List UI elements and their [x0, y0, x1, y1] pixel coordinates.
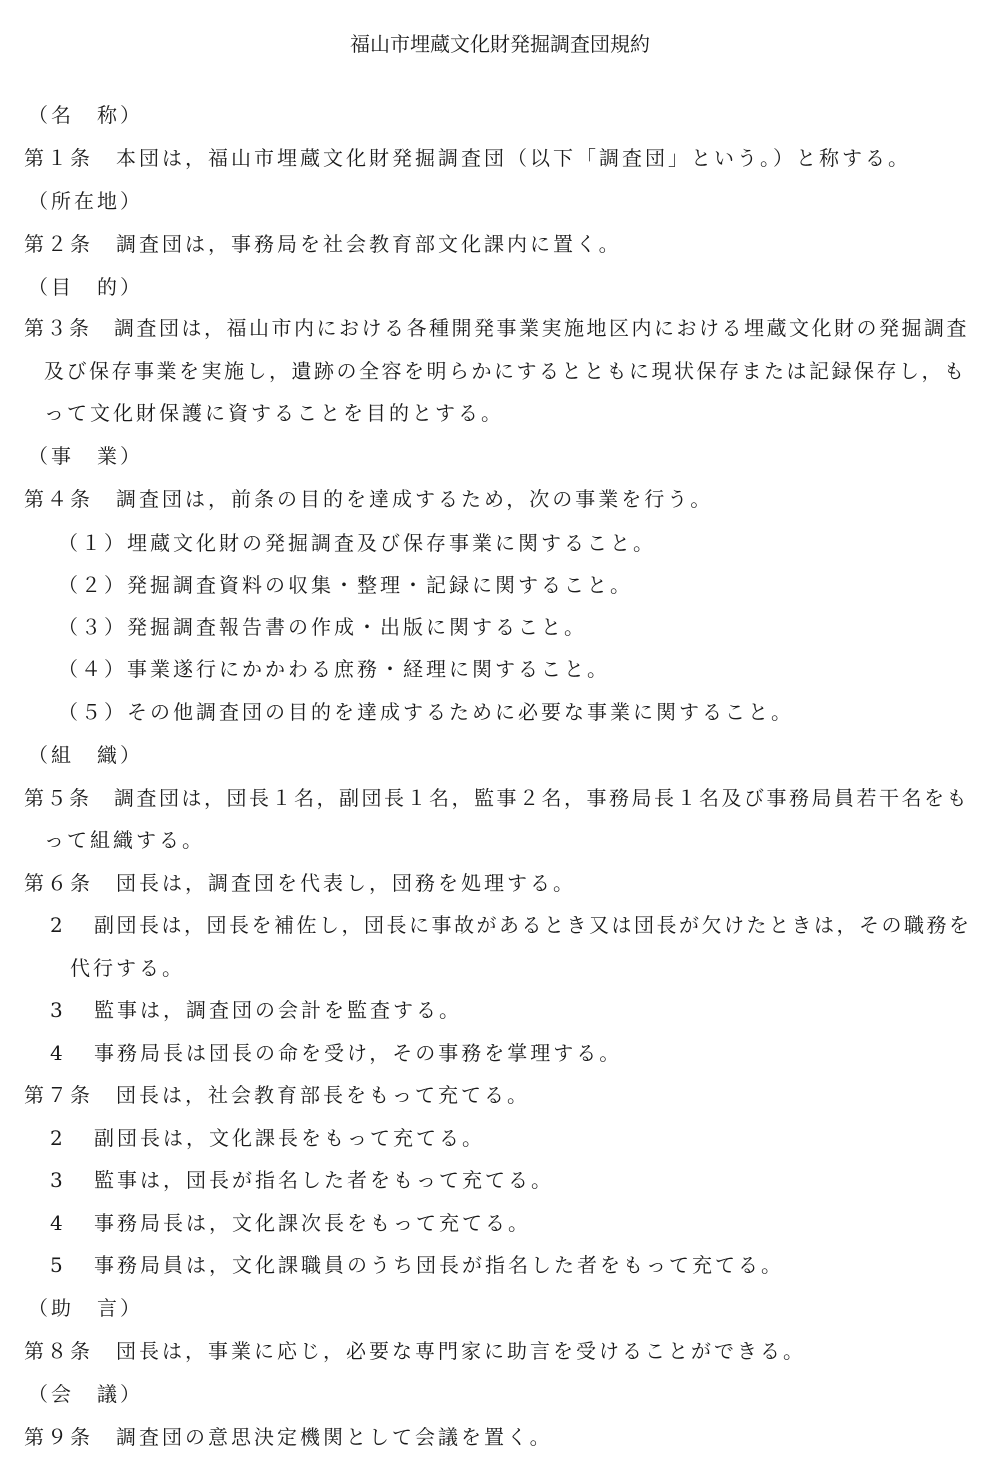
article-3-line-3: って文化財保護に資することを目的とする。 [44, 401, 504, 425]
paragraph-number: 4 [50, 1041, 66, 1065]
section-heading: （所在地） [28, 189, 143, 213]
document-title: 福山市埋蔵文化財発掘調査団規約 [350, 32, 650, 56]
section-heading: （助 言） [28, 1296, 143, 1320]
article-5-line-2: って組織する。 [44, 828, 205, 852]
article-7: 第７条 団長は，社会教育部長をもって充てる。 [24, 1083, 530, 1107]
article-5-line-1: 第５条 調査団は，団長１名，副団長１名，監事２名，事務局長１名及び事務局員若干名をも [24, 786, 969, 810]
paragraph-number: 2 [50, 1126, 66, 1150]
list-item: （３）発掘調査報告書の作成・出版に関すること。 [58, 615, 587, 639]
paragraph-number: 3 [50, 998, 66, 1022]
article-7-para-5: 5 事務局員は，文化課職員のうち団長が指名した者をもって充てる。 [50, 1250, 784, 1280]
article-7-para-2: 2 副団長は，文化課長をもって充てる。 [50, 1123, 485, 1153]
list-item: （５）その他調査団の目的を達成するために必要な事業に関すること。 [58, 700, 794, 724]
list-item: （１）埋蔵文化財の発掘調査及び保存事業に関すること。 [58, 531, 656, 555]
section-heading: （会 議） [28, 1382, 143, 1406]
article-8: 第８条 団長は，事業に応じ，必要な専門家に助言を受けることができる。 [24, 1339, 806, 1363]
article-6-para-2: 2 副団長は，団長を補佐し，団長に事故があるとき又は団長が欠けたときは，その職務を [50, 910, 972, 940]
article-6-para-4: 4 事務局長は団長の命を受け，その事務を掌理する。 [50, 1038, 622, 1068]
paragraph-number: 5 [50, 1253, 66, 1277]
article-3-line-1: 第３条 調査団は，福山市内における各種開発事業実施地区内における埋蔵文化財の発掘調査 [24, 316, 969, 340]
list-item: （２）発掘調査資料の収集・整理・記録に関すること。 [58, 573, 633, 597]
article-6: 第６条 団長は，調査団を代表し，団務を処理する。 [24, 871, 576, 895]
article-6-para-3: 3 監事は，調査団の会計を監査する。 [50, 995, 462, 1025]
article-1: 第１条 本団は，福山市埋蔵文化財発掘調査団（以下「調査団」という。）と称する。 [24, 146, 911, 170]
section-heading: （事 業） [28, 444, 143, 468]
section-heading: （名 称） [28, 103, 143, 127]
article-4: 第４条 調査団は，前条の目的を達成するため，次の事業を行う。 [24, 487, 714, 511]
article-7-para-3: 3 監事は，団長が指名した者をもって充てる。 [50, 1165, 554, 1195]
article-6-para-2-cont: 代行する。 [70, 956, 185, 980]
paragraph-number: 2 [50, 913, 66, 937]
paragraph-number: 4 [50, 1211, 66, 1235]
article-3-line-2: 及び保存事業を実施し，遺跡の全容を明らかにするとともに現状保存または記録保存し，も [44, 359, 967, 383]
paragraph-number: 3 [50, 1168, 66, 1192]
article-7-para-4: 4 事務局長は，文化課次長をもって充てる。 [50, 1208, 531, 1238]
section-heading: （組 織） [28, 743, 143, 767]
section-heading: （目 的） [28, 275, 143, 299]
article-9: 第９条 調査団の意思決定機関として会議を置く。 [24, 1425, 553, 1449]
list-item: （４）事業遂行にかかわる庶務・経理に関すること。 [58, 657, 610, 681]
article-2: 第２条 調査団は，事務局を社会教育部文化課内に置く。 [24, 232, 622, 256]
